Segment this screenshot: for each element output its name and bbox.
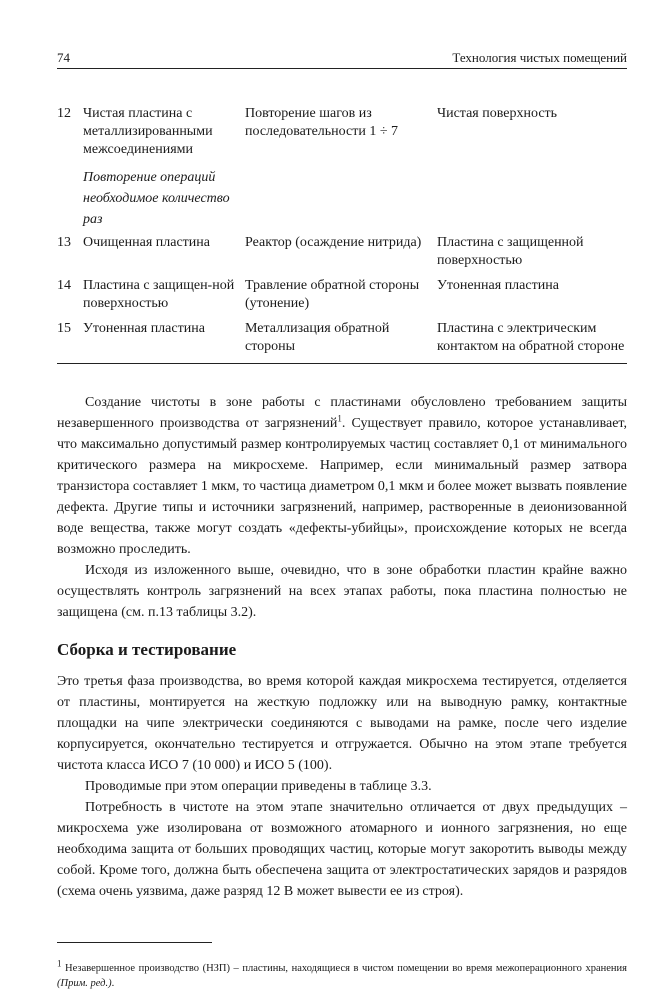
page-number: 74 bbox=[57, 50, 70, 65]
footnote-ref: 1 bbox=[337, 413, 342, 424]
running-title: Технология чистых помещений bbox=[452, 50, 627, 65]
input-cell: Чистая пластина с металлизированными межсоединениями bbox=[83, 106, 213, 157]
paragraph: Потребность в чистоте на этом этапе значительно отличается от двух предыдущих – микросхема уже изолирована от возможного атомарного и ионного загрязнения, но еще необходима защита от больших проводящих частиц, которые могут закоротить выводы между собой. Кроме того, должна быть обеспечена защита от электростатических зарядов и разрядов (схема очень уязвима, даже разряд 12 В может вывести ее из строя). bbox=[57, 800, 627, 899]
operation-cell: Металлизация обратной стороны bbox=[245, 321, 390, 354]
footnote-text: Незавершенное производство (НЗП) – пластины, находящиеся в чистом помещении во время межоперационного хранения bbox=[61, 963, 627, 974]
output-cell: Пластина с защищенной поверхностью bbox=[437, 235, 584, 268]
footnote-end: . bbox=[111, 978, 115, 989]
paragraph: Проводимые при этом операции приведены в таблице 3.3. bbox=[85, 779, 432, 794]
running-header bbox=[57, 50, 627, 69]
process-table bbox=[57, 105, 627, 364]
footnote-marker: 1 bbox=[57, 958, 62, 969]
input-cell: Очищенная пластина bbox=[83, 235, 210, 250]
output-cell: Пластина с электрическим контактом на обратной стороне bbox=[437, 321, 625, 354]
row-number: 13 bbox=[57, 235, 71, 250]
row-number: 15 bbox=[57, 321, 71, 336]
table-bottom-rule bbox=[57, 363, 627, 364]
paragraph bbox=[57, 392, 627, 560]
input-cell: Пластина с защищен-ной поверхностью bbox=[83, 278, 235, 311]
table-row bbox=[57, 234, 627, 270]
input-cell: Утоненная пластина bbox=[83, 321, 205, 336]
paragraph: Исходя из изложенного выше, очевидно, что в зоне обработки пластин крайне важно осуществлять контроль загрязнений на всех этапах работы, пока пластина полностью не защищена (см. п.13 таблицы 3.2). bbox=[57, 563, 627, 620]
paragraph-text: . Существует правило, которое устанавливает, что максимально допустимый размер контролируемых частиц составляет 0,1 от минимального критического размера на микросхеме. Например, если минимальный размер затвора транзистора составляет 1 мкм, то частица диаметром 0,1 мкм и более может вызвать появление дефекта. Другие типы и источники загрязнений, например, растворенные в деионизованной воде вещества, также могут создать «дефекты-убийцы», происхождение которых не всегда возможно проследить. bbox=[57, 416, 627, 557]
repeat-note: Повторение операций необходимое количество раз bbox=[83, 170, 230, 227]
row-number: 12 bbox=[57, 106, 71, 121]
table-row bbox=[57, 105, 627, 159]
table-row bbox=[57, 320, 627, 356]
output-cell: Утоненная пластина bbox=[437, 278, 559, 293]
operation-cell: Травление обратной стороны (утонение) bbox=[245, 278, 420, 311]
body-text bbox=[57, 392, 627, 902]
output-cell: Чистая поверхность bbox=[437, 106, 558, 121]
section-heading: Сборка и тестирование bbox=[57, 640, 237, 659]
paragraph: Это третья фаза производства, во время которой каждая микросхема тестируется, отделяется от пластины, монтируется на жесткую подложку или на выводную рамку, контактные площадки на чипе электрически соединяются с выводами на рамке, после чего изделие корпусируется, окончательно тестируется и отгружается. Обычно на этом этапе требуется чистота класса ИСО 7 (10 000) и ИСО 5 (100). bbox=[57, 674, 627, 773]
editor-note: (Прим. ред.) bbox=[57, 978, 112, 989]
table-row bbox=[57, 277, 627, 313]
row-number: 14 bbox=[57, 278, 71, 293]
operation-cell: Повторение шагов из последовательности 1 ÷ 7 bbox=[245, 106, 399, 139]
paragraph-text: Создание чистоты в зоне работы с пластинами обусловлено требованием защиты незавершенного производства от загрязнений bbox=[57, 395, 627, 431]
page bbox=[57, 50, 627, 991]
footnote bbox=[57, 958, 627, 991]
operation-cell: Реактор (осаждение нитрида) bbox=[245, 235, 422, 250]
footnote-rule bbox=[57, 942, 212, 943]
